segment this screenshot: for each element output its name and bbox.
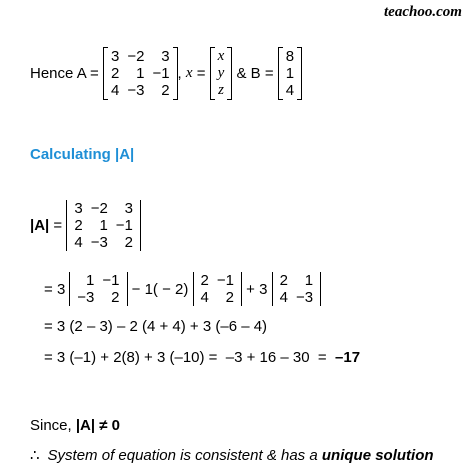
conclusion-text: System of equation is consistent & has a (47, 447, 322, 464)
comma-separator: , (177, 65, 186, 82)
d-23: −1 (115, 217, 133, 234)
b-1: 8 (285, 48, 295, 65)
expansion-equals: = (44, 280, 57, 298)
a-21: 2 (110, 65, 120, 82)
minor-2 (193, 272, 242, 306)
therefore-icon: ∴ (30, 447, 40, 464)
a-22: 1 (136, 65, 145, 82)
determinant-line (30, 200, 141, 251)
determinant-a (66, 200, 141, 251)
m1-21: −3 (77, 289, 95, 306)
det-label: |A| (30, 217, 50, 234)
d-13: 3 (124, 200, 133, 217)
m3-12: 1 (304, 272, 314, 289)
d-11: 3 (74, 200, 83, 217)
step-3 (44, 349, 360, 366)
x-2: y (217, 65, 225, 81)
x-3: z (218, 82, 224, 98)
a-31: 4 (110, 82, 120, 99)
d-32: −3 (90, 234, 108, 251)
determinant-result: –17 (335, 349, 361, 366)
matrix-a (103, 48, 178, 99)
m3-21: 4 (279, 289, 288, 306)
d-22: 1 (99, 217, 108, 234)
step-3-text: = 3 (–1) + 2(8) + 3 (–10) = –3 + 16 – 30 = (44, 349, 336, 366)
term-1-coefficient: 3 (56, 280, 66, 298)
since-line (30, 417, 120, 434)
unique-solution: unique solution (321, 447, 434, 464)
b-3: 4 (285, 82, 295, 99)
a-12: −2 (127, 48, 145, 65)
m3-22: −3 (295, 289, 314, 306)
section-heading: Calculating |A| (30, 146, 135, 163)
x-1: x (217, 48, 225, 64)
term-3-coefficient: + 3 (242, 280, 272, 298)
equals-sign: = (192, 65, 210, 82)
m1-11: 1 (86, 272, 95, 289)
a-32: −3 (127, 82, 145, 99)
m2-11: 2 (200, 272, 209, 289)
d-21: 2 (74, 217, 83, 234)
a-13: 3 (161, 48, 170, 65)
a-11: 3 (110, 48, 120, 65)
m3-11: 2 (279, 272, 288, 289)
term-2-coefficient: − 1( − 2) (127, 280, 193, 298)
det-equals: = (49, 217, 67, 234)
a-23: −1 (152, 65, 170, 82)
x-variable-label: x (185, 65, 193, 81)
b-2: 1 (285, 65, 295, 82)
hence-label: Hence A = (30, 65, 103, 82)
nonzero-condition: |A| ≠ 0 (75, 417, 120, 434)
system-matrices-line (30, 48, 302, 99)
m2-22: 2 (225, 289, 234, 306)
d-31: 4 (74, 234, 83, 251)
minor-1 (69, 272, 127, 306)
and-b-label: & B = (232, 65, 278, 82)
step-2: = 3 (2 – 3) – 2 (4 + 4) + 3 (–6 – 4) (44, 318, 268, 335)
since-label: Since, (30, 417, 76, 434)
matrix-x (210, 48, 233, 99)
matrix-b (278, 48, 302, 99)
expansion-line (44, 272, 321, 306)
m2-12: −1 (216, 272, 234, 289)
d-12: −2 (90, 200, 108, 217)
m1-22: 2 (111, 289, 120, 306)
a-33: 2 (161, 82, 170, 99)
brand-logo: teachoo.com (384, 4, 462, 20)
m2-21: 4 (200, 289, 209, 306)
d-33: 2 (124, 234, 133, 251)
minor-3 (272, 272, 321, 306)
conclusion-line (30, 446, 434, 464)
m1-12: −1 (102, 272, 120, 289)
